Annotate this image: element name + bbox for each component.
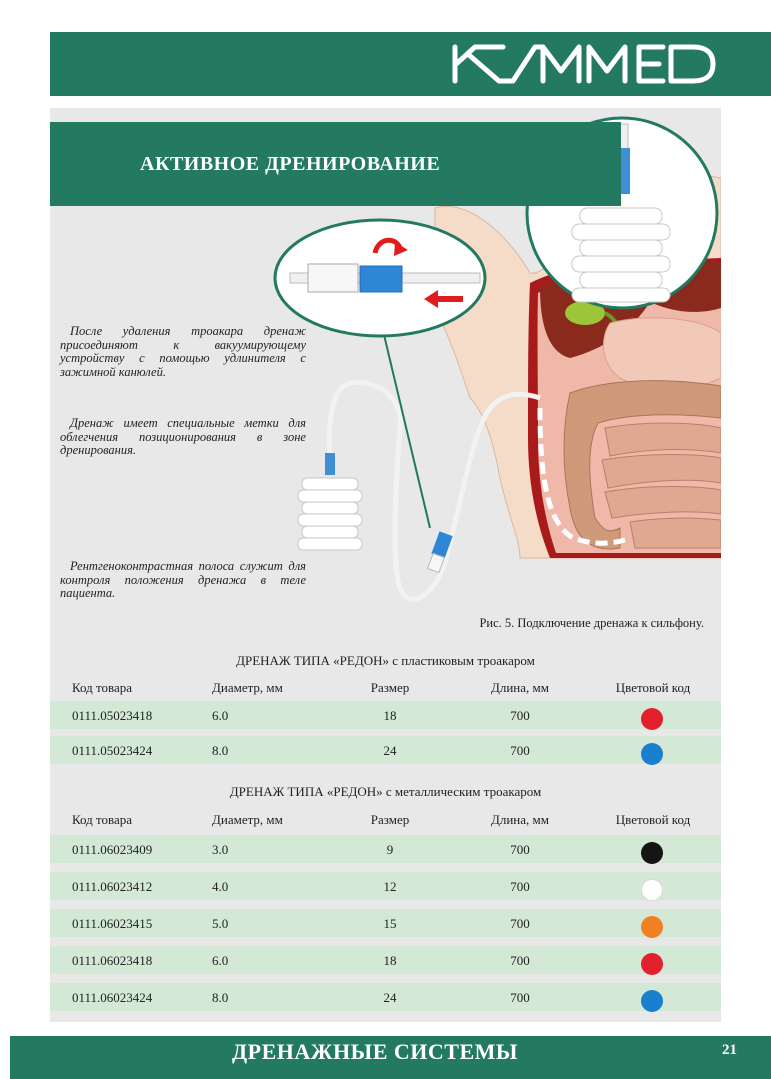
footer-title: ДРЕНАЖНЫЕ СИСТЕМЫ (232, 1039, 518, 1064)
col-length-header: Длина, мм (491, 680, 549, 695)
diameter: 6.0 (212, 953, 229, 968)
table-row (50, 835, 721, 863)
diameter: 8.0 (212, 743, 229, 758)
col-diameter-header: Диаметр, мм (212, 812, 283, 827)
product-code: 0111.05023418 (72, 708, 153, 723)
diameter: 3.0 (212, 842, 229, 857)
table-row (50, 872, 721, 900)
diameter: 5.0 (212, 916, 229, 931)
color-code-dot (641, 879, 663, 901)
col-color-header: Цветовой код (615, 812, 691, 827)
length: 700 (510, 990, 530, 1005)
table1-header (50, 678, 721, 698)
kammed-logo (449, 41, 719, 87)
table-row (50, 736, 721, 764)
diameter: 4.0 (212, 879, 229, 894)
length: 700 (510, 842, 530, 857)
color-code-dot (641, 990, 663, 1012)
length: 700 (510, 879, 530, 894)
size: 18 (383, 708, 397, 723)
size: 18 (383, 953, 397, 968)
table-row (50, 701, 721, 729)
color-code-dot (641, 708, 663, 730)
color-code-dot (641, 743, 663, 765)
size: 9 (386, 842, 394, 857)
size: 15 (383, 916, 397, 931)
product-code: 0111.06023418 (72, 953, 153, 968)
size: 24 (383, 990, 397, 1005)
product-code: 0111.06023424 (72, 990, 153, 1005)
page-number: 21 (722, 1042, 737, 1058)
length: 700 (510, 916, 530, 931)
length: 700 (510, 743, 530, 758)
table1-title: ДРЕНАЖ ТИПА «РЕДОН» с пластиковым троакаром (236, 653, 535, 668)
section-title: АКТИВНОЕ ДРЕНИРОВАНИЕ (140, 153, 441, 175)
top-banner (50, 32, 771, 96)
description-radiopaque: Рентгеноконтрастная полоса служит для контроля положения дренажа в теле пациента. (60, 559, 306, 600)
product-code: 0111.06023415 (72, 916, 153, 931)
table-row (50, 909, 721, 937)
col-code-header: Код товара (72, 812, 133, 827)
col-size-header: Размер (370, 680, 410, 695)
description-connection: После удаления троакара дренаж присоединяют к вакуумирующему устройству с помощью удлинителя с зажимной канюлей. (60, 324, 306, 379)
diameter: 6.0 (212, 708, 229, 723)
col-diameter-header: Диаметр, мм (212, 680, 283, 695)
col-size-header: Размер (370, 812, 410, 827)
color-code-dot (641, 842, 663, 864)
table-row (50, 946, 721, 974)
product-code: 0111.06023412 (72, 879, 153, 894)
product-code: 0111.06023409 (72, 842, 153, 857)
diameter: 8.0 (212, 990, 229, 1005)
length: 700 (510, 953, 530, 968)
size: 24 (383, 743, 397, 758)
color-code-dot (641, 916, 663, 938)
table-row (50, 983, 721, 1011)
color-code-dot (641, 953, 663, 975)
col-code-header: Код товара (72, 680, 133, 695)
col-length-header: Длина, мм (491, 812, 549, 827)
col-color-header: Цветовой код (615, 680, 691, 695)
table2-title: ДРЕНАЖ ТИПА «РЕДОН» с металлическим троакаром (229, 784, 542, 799)
table2-header (50, 810, 721, 830)
figure-caption: Рис. 5. Подключение дренажа к сильфону. (479, 616, 704, 630)
length: 700 (510, 708, 530, 723)
size: 12 (383, 879, 397, 894)
product-code: 0111.05023424 (72, 743, 153, 758)
description-marks: Дренаж имеет специальные метки для облегчения позиционирования в зоне дренирования. (60, 416, 306, 457)
